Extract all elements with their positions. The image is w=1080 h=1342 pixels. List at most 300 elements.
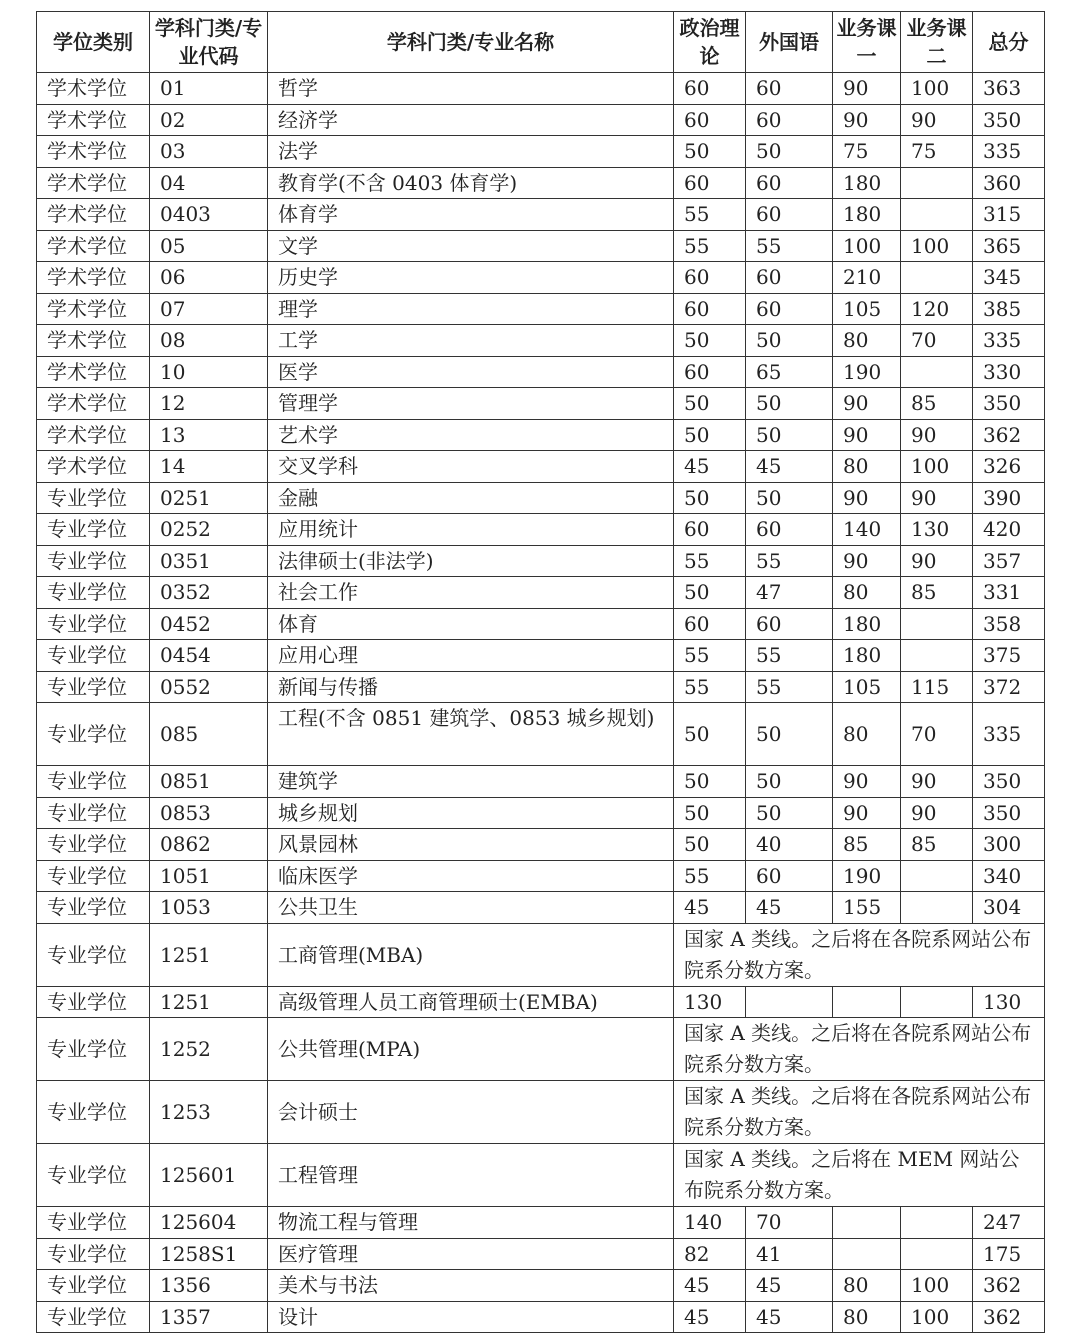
degree-type-cell: 专业学位: [37, 1018, 150, 1081]
total-cell: 350: [973, 388, 1045, 420]
course-one-cell: 85: [833, 829, 901, 861]
name-cell: 法律硕士(非法学): [268, 545, 674, 577]
name-cell: 历史学: [268, 262, 674, 294]
code-cell: 0452: [150, 608, 268, 640]
table-row: [37, 1081, 1045, 1144]
name-cell: 物流工程与管理: [268, 1207, 674, 1239]
degree-type-cell: 学术学位: [37, 419, 150, 451]
course-two-cell: 130: [901, 514, 973, 546]
foreign-language-cell: 50: [746, 766, 833, 798]
degree-type-cell: 学术学位: [37, 388, 150, 420]
foreign-language-cell: 47: [746, 577, 833, 609]
politics-cell: 50: [674, 419, 746, 451]
course-one-cell: 80: [833, 451, 901, 483]
code-cell: 125601: [150, 1144, 268, 1207]
total-cell: 345: [973, 262, 1045, 294]
note-cell: 国家 A 类线。之后将在各院系网站公布院系分数方案。: [674, 923, 1045, 986]
total-cell: 247: [973, 1207, 1045, 1239]
total-cell: 331: [973, 577, 1045, 609]
code-cell: 1251: [150, 923, 268, 986]
table-row: [37, 1144, 1045, 1207]
name-cell: 建筑学: [268, 766, 674, 798]
course-two-cell: [901, 1207, 973, 1239]
total-cell: 372: [973, 671, 1045, 703]
politics-cell: 60: [674, 104, 746, 136]
name-cell: 临床医学: [268, 860, 674, 892]
course-two-cell: [901, 892, 973, 924]
code-cell: 0862: [150, 829, 268, 861]
name-cell: 体育学: [268, 199, 674, 231]
total-cell: 358: [973, 608, 1045, 640]
politics-cell: 50: [674, 577, 746, 609]
code-cell: 12: [150, 388, 268, 420]
total-cell: 304: [973, 892, 1045, 924]
course-one-cell: 90: [833, 797, 901, 829]
foreign-language-cell: 45: [746, 1270, 833, 1302]
degree-type-cell: 学术学位: [37, 104, 150, 136]
code-cell: 1051: [150, 860, 268, 892]
degree-type-cell: 专业学位: [37, 797, 150, 829]
table-row: [37, 199, 1045, 231]
table-row: [37, 73, 1045, 105]
total-cell: 357: [973, 545, 1045, 577]
code-cell: 125604: [150, 1207, 268, 1239]
name-cell: 应用统计: [268, 514, 674, 546]
total-cell: 362: [973, 1270, 1045, 1302]
code-cell: 0552: [150, 671, 268, 703]
table-row: [37, 766, 1045, 798]
code-cell: 0252: [150, 514, 268, 546]
name-cell: 医学: [268, 356, 674, 388]
table-row: [37, 671, 1045, 703]
course-two-cell: 85: [901, 829, 973, 861]
name-cell: 设计: [268, 1301, 674, 1333]
name-cell: 理学: [268, 293, 674, 325]
politics-cell: 50: [674, 388, 746, 420]
course-one-cell: 180: [833, 167, 901, 199]
total-cell: 335: [973, 325, 1045, 357]
course-one-cell: 90: [833, 766, 901, 798]
table-row: [37, 1238, 1045, 1270]
politics-cell: 55: [674, 199, 746, 231]
degree-type-cell: 专业学位: [37, 608, 150, 640]
table-row: [37, 230, 1045, 262]
politics-cell: 45: [674, 451, 746, 483]
politics-cell: 60: [674, 356, 746, 388]
total-cell: 130: [973, 986, 1045, 1018]
foreign-language-cell: 55: [746, 640, 833, 672]
total-cell: 350: [973, 797, 1045, 829]
name-cell: 公共卫生: [268, 892, 674, 924]
course-one-cell: 90: [833, 545, 901, 577]
foreign-language-cell: 50: [746, 797, 833, 829]
course-two-cell: 100: [901, 451, 973, 483]
header-course-two: 业务课二: [901, 12, 973, 73]
total-cell: 420: [973, 514, 1045, 546]
foreign-language-cell: 45: [746, 451, 833, 483]
course-one-cell: 210: [833, 262, 901, 294]
name-cell: 工程(不含 0851 建筑学、0853 城乡规划): [268, 703, 674, 766]
code-cell: 0853: [150, 797, 268, 829]
course-one-cell: 90: [833, 73, 901, 105]
course-one-cell: [833, 986, 901, 1018]
foreign-language-cell: 45: [746, 1301, 833, 1333]
code-cell: 06: [150, 262, 268, 294]
table-row: [37, 1207, 1045, 1239]
foreign-language-cell: 50: [746, 419, 833, 451]
table-row: [37, 860, 1045, 892]
code-cell: 1251: [150, 986, 268, 1018]
total-cell: 375: [973, 640, 1045, 672]
politics-cell: 45: [674, 1270, 746, 1302]
note-cell: 国家 A 类线。之后将在各院系网站公布院系分数方案。: [674, 1081, 1045, 1144]
code-cell: 1252: [150, 1018, 268, 1081]
table-row: [37, 797, 1045, 829]
politics-cell: 55: [674, 230, 746, 262]
course-one-cell: 100: [833, 230, 901, 262]
total-cell: 350: [973, 766, 1045, 798]
course-one-cell: 90: [833, 388, 901, 420]
politics-cell: 55: [674, 545, 746, 577]
foreign-language-cell: 50: [746, 388, 833, 420]
name-cell: 美术与书法: [268, 1270, 674, 1302]
total-cell: 326: [973, 451, 1045, 483]
header-politics: 政治理论: [674, 12, 746, 73]
table-row: [37, 608, 1045, 640]
code-cell: 0352: [150, 577, 268, 609]
code-cell: 1356: [150, 1270, 268, 1302]
foreign-language-cell: 60: [746, 167, 833, 199]
foreign-language-cell: 50: [746, 136, 833, 168]
table-row: [37, 419, 1045, 451]
name-cell: 教育学(不含 0403 体育学): [268, 167, 674, 199]
table-body: [37, 73, 1045, 1333]
table-row: [37, 545, 1045, 577]
course-two-cell: [901, 167, 973, 199]
table-row: [37, 1018, 1045, 1081]
table-row: [37, 514, 1045, 546]
course-two-cell: [901, 199, 973, 231]
code-cell: 0251: [150, 482, 268, 514]
politics-cell: 50: [674, 703, 746, 766]
code-cell: 08: [150, 325, 268, 357]
code-cell: 1053: [150, 892, 268, 924]
table-row: [37, 1270, 1045, 1302]
politics-cell: 60: [674, 608, 746, 640]
table-row: [37, 325, 1045, 357]
foreign-language-cell: 50: [746, 703, 833, 766]
total-cell: 385: [973, 293, 1045, 325]
code-cell: 1357: [150, 1301, 268, 1333]
total-cell: 335: [973, 136, 1045, 168]
name-cell: 高级管理人员工商管理硕士(EMBA): [268, 986, 674, 1018]
degree-type-cell: 专业学位: [37, 829, 150, 861]
degree-type-cell: 专业学位: [37, 1144, 150, 1207]
header-course-one: 业务课一: [833, 12, 901, 73]
name-cell: 会计硕士: [268, 1081, 674, 1144]
total-cell: 175: [973, 1238, 1045, 1270]
politics-cell: 60: [674, 262, 746, 294]
politics-cell: 50: [674, 136, 746, 168]
degree-type-cell: 专业学位: [37, 640, 150, 672]
table-row: [37, 104, 1045, 136]
name-cell: 风景园林: [268, 829, 674, 861]
foreign-language-cell: 65: [746, 356, 833, 388]
course-one-cell: 80: [833, 577, 901, 609]
course-one-cell: [833, 1238, 901, 1270]
code-cell: 0403: [150, 199, 268, 231]
foreign-language-cell: 45: [746, 892, 833, 924]
name-cell: 文学: [268, 230, 674, 262]
name-cell: 公共管理(MPA): [268, 1018, 674, 1081]
degree-type-cell: 专业学位: [37, 766, 150, 798]
foreign-language-cell: 40: [746, 829, 833, 861]
foreign-language-cell: 60: [746, 860, 833, 892]
name-cell: 新闻与传播: [268, 671, 674, 703]
total-cell: 350: [973, 104, 1045, 136]
politics-cell: 50: [674, 829, 746, 861]
course-two-cell: 115: [901, 671, 973, 703]
code-cell: 01: [150, 73, 268, 105]
name-cell: 城乡规划: [268, 797, 674, 829]
course-two-cell: 75: [901, 136, 973, 168]
name-cell: 工学: [268, 325, 674, 357]
course-one-cell: 180: [833, 640, 901, 672]
table-row: [37, 986, 1045, 1018]
total-cell: 315: [973, 199, 1045, 231]
course-two-cell: 100: [901, 73, 973, 105]
course-two-cell: 85: [901, 577, 973, 609]
course-one-cell: 180: [833, 199, 901, 231]
foreign-language-cell: 55: [746, 671, 833, 703]
score-line-table: [36, 11, 1045, 1333]
course-one-cell: 80: [833, 325, 901, 357]
degree-type-cell: 学术学位: [37, 325, 150, 357]
degree-type-cell: 学术学位: [37, 262, 150, 294]
header-degree-type: 学位类别: [37, 12, 150, 73]
course-two-cell: 120: [901, 293, 973, 325]
politics-cell: 55: [674, 671, 746, 703]
foreign-language-cell: 50: [746, 482, 833, 514]
foreign-language-cell: 55: [746, 545, 833, 577]
total-cell: 300: [973, 829, 1045, 861]
table-row: [37, 703, 1045, 766]
foreign-language-cell: 60: [746, 514, 833, 546]
politics-cell: 60: [674, 167, 746, 199]
total-cell: 362: [973, 1301, 1045, 1333]
total-cell: 390: [973, 482, 1045, 514]
name-cell: 金融: [268, 482, 674, 514]
course-two-cell: [901, 986, 973, 1018]
course-two-cell: 90: [901, 104, 973, 136]
course-one-cell: 90: [833, 104, 901, 136]
course-one-cell: 80: [833, 703, 901, 766]
politics-cell: 50: [674, 482, 746, 514]
code-cell: 03: [150, 136, 268, 168]
foreign-language-cell: [746, 986, 833, 1018]
degree-type-cell: 专业学位: [37, 514, 150, 546]
name-cell: 管理学: [268, 388, 674, 420]
foreign-language-cell: 60: [746, 73, 833, 105]
degree-type-cell: 专业学位: [37, 1081, 150, 1144]
degree-type-cell: 学术学位: [37, 73, 150, 105]
politics-cell: 45: [674, 1301, 746, 1333]
table-row: [37, 136, 1045, 168]
degree-type-cell: 专业学位: [37, 1207, 150, 1239]
note-cell: 国家 A 类线。之后将在各院系网站公布院系分数方案。: [674, 1018, 1045, 1081]
name-cell: 交叉学科: [268, 451, 674, 483]
code-cell: 04: [150, 167, 268, 199]
course-one-cell: 190: [833, 356, 901, 388]
table-row: [37, 923, 1045, 986]
table-row: [37, 262, 1045, 294]
code-cell: 0851: [150, 766, 268, 798]
foreign-language-cell: 60: [746, 293, 833, 325]
course-two-cell: [901, 1238, 973, 1270]
code-cell: 10: [150, 356, 268, 388]
code-cell: 085: [150, 703, 268, 766]
course-one-cell: 105: [833, 293, 901, 325]
course-two-cell: 85: [901, 388, 973, 420]
foreign-language-cell: 50: [746, 325, 833, 357]
code-cell: 05: [150, 230, 268, 262]
course-one-cell: 105: [833, 671, 901, 703]
degree-type-cell: 学术学位: [37, 136, 150, 168]
degree-type-cell: 专业学位: [37, 545, 150, 577]
degree-type-cell: 专业学位: [37, 892, 150, 924]
header-total: 总分: [973, 12, 1045, 73]
course-two-cell: 90: [901, 545, 973, 577]
header-foreign-language: 外国语: [746, 12, 833, 73]
name-cell: 经济学: [268, 104, 674, 136]
degree-type-cell: 专业学位: [37, 1238, 150, 1270]
header-name: 学科门类/专业名称: [268, 12, 674, 73]
politics-cell: 50: [674, 797, 746, 829]
degree-type-cell: 专业学位: [37, 1270, 150, 1302]
course-two-cell: 90: [901, 797, 973, 829]
course-two-cell: 70: [901, 325, 973, 357]
politics-cell: 55: [674, 860, 746, 892]
table-row: [37, 829, 1045, 861]
course-two-cell: [901, 640, 973, 672]
name-cell: 法学: [268, 136, 674, 168]
total-cell: 360: [973, 167, 1045, 199]
name-cell: 哲学: [268, 73, 674, 105]
code-cell: 0454: [150, 640, 268, 672]
degree-type-cell: 专业学位: [37, 671, 150, 703]
table-row: [37, 388, 1045, 420]
table-row: [37, 892, 1045, 924]
table-row: [37, 482, 1045, 514]
code-cell: 0351: [150, 545, 268, 577]
foreign-language-cell: 60: [746, 199, 833, 231]
table-row: [37, 293, 1045, 325]
degree-type-cell: 专业学位: [37, 923, 150, 986]
course-two-cell: 100: [901, 1270, 973, 1302]
politics-cell: 60: [674, 293, 746, 325]
total-cell: 330: [973, 356, 1045, 388]
total-cell: 340: [973, 860, 1045, 892]
name-cell: 社会工作: [268, 577, 674, 609]
degree-type-cell: 专业学位: [37, 482, 150, 514]
course-one-cell: 140: [833, 514, 901, 546]
politics-cell: 130: [674, 986, 746, 1018]
header-code: 学科门类/专业代码: [150, 12, 268, 73]
name-cell: 艺术学: [268, 419, 674, 451]
total-cell: 335: [973, 703, 1045, 766]
course-one-cell: 190: [833, 860, 901, 892]
course-one-cell: 80: [833, 1301, 901, 1333]
course-two-cell: [901, 356, 973, 388]
course-one-cell: 180: [833, 608, 901, 640]
degree-type-cell: 专业学位: [37, 577, 150, 609]
degree-type-cell: 专业学位: [37, 703, 150, 766]
course-two-cell: 70: [901, 703, 973, 766]
course-two-cell: 90: [901, 766, 973, 798]
total-cell: 365: [973, 230, 1045, 262]
degree-type-cell: 学术学位: [37, 199, 150, 231]
politics-cell: 50: [674, 325, 746, 357]
degree-type-cell: 学术学位: [37, 230, 150, 262]
name-cell: 应用心理: [268, 640, 674, 672]
course-two-cell: [901, 262, 973, 294]
table-row: [37, 640, 1045, 672]
degree-type-cell: 学术学位: [37, 356, 150, 388]
foreign-language-cell: 60: [746, 262, 833, 294]
course-two-cell: [901, 860, 973, 892]
total-cell: 363: [973, 73, 1045, 105]
note-cell: 国家 A 类线。之后将在 MEM 网站公布院系分数方案。: [674, 1144, 1045, 1207]
header-row: [37, 12, 1045, 73]
course-two-cell: 90: [901, 419, 973, 451]
foreign-language-cell: 55: [746, 230, 833, 262]
course-two-cell: 100: [901, 230, 973, 262]
degree-type-cell: 学术学位: [37, 293, 150, 325]
course-two-cell: [901, 608, 973, 640]
foreign-language-cell: 70: [746, 1207, 833, 1239]
degree-type-cell: 专业学位: [37, 1301, 150, 1333]
course-two-cell: 100: [901, 1301, 973, 1333]
politics-cell: 55: [674, 640, 746, 672]
degree-type-cell: 专业学位: [37, 986, 150, 1018]
name-cell: 医疗管理: [268, 1238, 674, 1270]
politics-cell: 60: [674, 514, 746, 546]
politics-cell: 50: [674, 766, 746, 798]
code-cell: 1253: [150, 1081, 268, 1144]
foreign-language-cell: 60: [746, 104, 833, 136]
course-one-cell: 90: [833, 482, 901, 514]
course-one-cell: 80: [833, 1270, 901, 1302]
code-cell: 14: [150, 451, 268, 483]
politics-cell: 140: [674, 1207, 746, 1239]
code-cell: 07: [150, 293, 268, 325]
table-row: [37, 1301, 1045, 1333]
course-one-cell: 90: [833, 419, 901, 451]
politics-cell: 60: [674, 73, 746, 105]
name-cell: 工商管理(MBA): [268, 923, 674, 986]
code-cell: 13: [150, 419, 268, 451]
politics-cell: 82: [674, 1238, 746, 1270]
course-two-cell: 90: [901, 482, 973, 514]
table-row: [37, 356, 1045, 388]
course-one-cell: [833, 1207, 901, 1239]
name-cell: 工程管理: [268, 1144, 674, 1207]
table-row: [37, 451, 1045, 483]
politics-cell: 45: [674, 892, 746, 924]
course-one-cell: 75: [833, 136, 901, 168]
foreign-language-cell: 60: [746, 608, 833, 640]
degree-type-cell: 学术学位: [37, 167, 150, 199]
